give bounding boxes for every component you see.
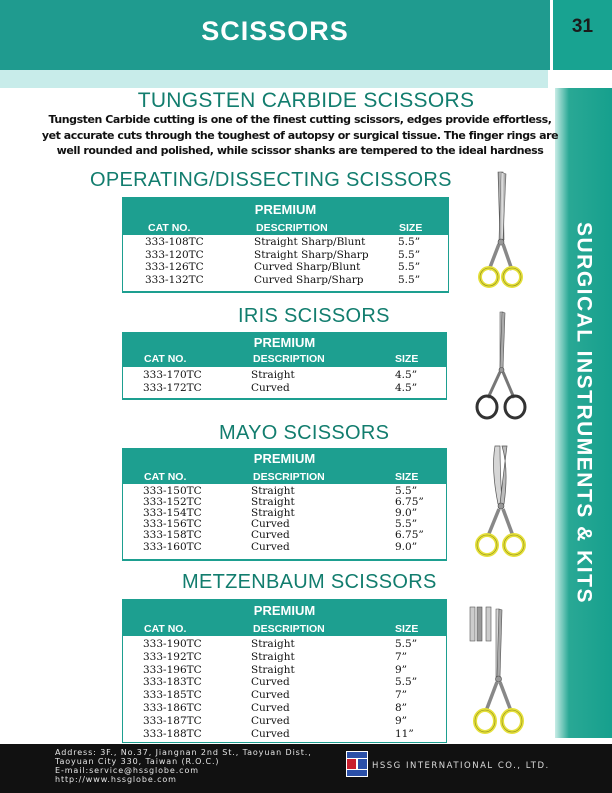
table-row: 333-172TC Curved 4.5”	[143, 381, 418, 394]
footer-address-line-1: Address: 3F., No.37, Jiangnan 2nd St., Taoyuan Dist.,	[55, 748, 312, 757]
footer-email[interactable]: E-mail:service@hssglobe.com	[55, 766, 199, 775]
col-header-size: SIZE	[395, 471, 419, 483]
table-row: 333-158TC Curved 6.75”	[143, 529, 424, 542]
table-row: 333-160TC Curved 9.0”	[143, 540, 418, 553]
table-row: 333-185TC Curved 7”	[143, 689, 408, 702]
table-row: 333-120TC Straight Sharp/Sharp 5.5”	[145, 248, 421, 261]
header-stripe	[0, 70, 548, 88]
table-row: 333-152TC Straight 6.75”	[143, 496, 424, 509]
table-body	[123, 235, 448, 291]
col-header-desc: DESCRIPTION	[253, 623, 325, 635]
table-row: 333-188TC Curved 11”	[143, 727, 414, 740]
table-row: 333-126TC Curved Sharp/Blunt 5.5”	[145, 261, 421, 274]
col-header-cat: CAT NO.	[144, 623, 187, 635]
col-header-size: SIZE	[395, 353, 419, 365]
footer-company-name: HSSG INTERNATIONAL CO., LTD.	[372, 761, 550, 771]
table-iris	[122, 332, 447, 400]
table-row: 333-187TC Curved 9”	[143, 714, 408, 727]
intro-line-3: well rounded and polished, while scissor shanks are tempered to the ideal hardness	[56, 144, 544, 157]
col-header-cat: CAT NO.	[144, 471, 187, 483]
intro-paragraph	[40, 112, 560, 159]
table-row: 333-190TC Straight 5.5”	[143, 638, 418, 650]
footer-website[interactable]: http://www.hssglobe.com	[55, 775, 177, 784]
table-metzenbaum	[122, 599, 447, 743]
operating-scissors-image	[476, 170, 526, 295]
col-header-size: SIZE	[395, 623, 419, 635]
intro-line-2: yet accurate cuts through the toughest of autopsy or surgical tissue. The finger rings are	[41, 128, 559, 142]
page-number: 31	[571, 16, 594, 37]
section-title-operating: OPERATING/DISSECTING SCISSORS	[90, 169, 452, 191]
table-row: 333-108TC Straight Sharp/Blunt 5.5”	[145, 236, 421, 248]
table-row: 333-150TC Straight 5.5”	[143, 485, 418, 497]
section-heading-tungsten: TUNGSTEN CARBIDE SCISSORS	[137, 89, 475, 112]
iris-scissors-image	[474, 310, 529, 425]
metzenbaum-scissors-image	[466, 603, 536, 743]
table-row: 333-170TC Straight 4.5”	[143, 369, 418, 381]
footer-address-line-2: Taoyuan City 330, Taiwan (R.O.C.)	[55, 757, 220, 766]
col-header-size: SIZE	[399, 222, 423, 234]
table-row: 333-132TC Curved Sharp/Sharp 5.5”	[145, 274, 421, 287]
section-title-mayo: MAYO SCISSORS	[219, 422, 390, 444]
col-header-cat: CAT NO.	[148, 222, 191, 234]
table-title: PREMIUM	[254, 202, 317, 217]
table-body	[123, 636, 446, 742]
table-mayo	[122, 448, 447, 561]
sidebar-label: SURGICAL INSTRUMENTS & KITS	[572, 222, 596, 604]
intro-line-1: Tungsten Carbide cutting is one of the finest cutting scissors, edges provide effortless,	[48, 113, 552, 126]
table-row: 333-196TC Straight 9”	[143, 663, 408, 676]
table-row: 333-183TC Curved 5.5”	[143, 676, 418, 689]
section-title-metzenbaum: METZENBAUM SCISSORS	[182, 571, 437, 593]
table-row: 333-186TC Curved 8”	[143, 702, 408, 714]
sidebar-label-wrap	[555, 88, 612, 738]
mayo-scissors-image	[474, 444, 529, 564]
col-header-desc: DESCRIPTION	[253, 353, 325, 365]
table-body	[123, 484, 446, 559]
col-header-cat: CAT NO.	[144, 353, 187, 365]
hssg-logo	[346, 751, 368, 777]
table-row: 333-156TC Curved 5.5”	[143, 518, 418, 531]
table-title: PREMIUM	[253, 451, 316, 466]
table-title: PREMIUM	[253, 603, 316, 618]
col-header-desc: DESCRIPTION	[256, 222, 328, 234]
table-operating	[122, 197, 449, 293]
table-title: PREMIUM	[253, 335, 316, 350]
table-row: 333-192TC Straight 7”	[143, 650, 408, 663]
page-title: SCISSORS	[201, 16, 349, 46]
col-header-desc: DESCRIPTION	[253, 471, 325, 483]
table-row: 333-154TC Straight 9.0”	[143, 507, 418, 520]
table-body	[123, 367, 446, 398]
section-title-iris: IRIS SCISSORS	[238, 305, 390, 327]
